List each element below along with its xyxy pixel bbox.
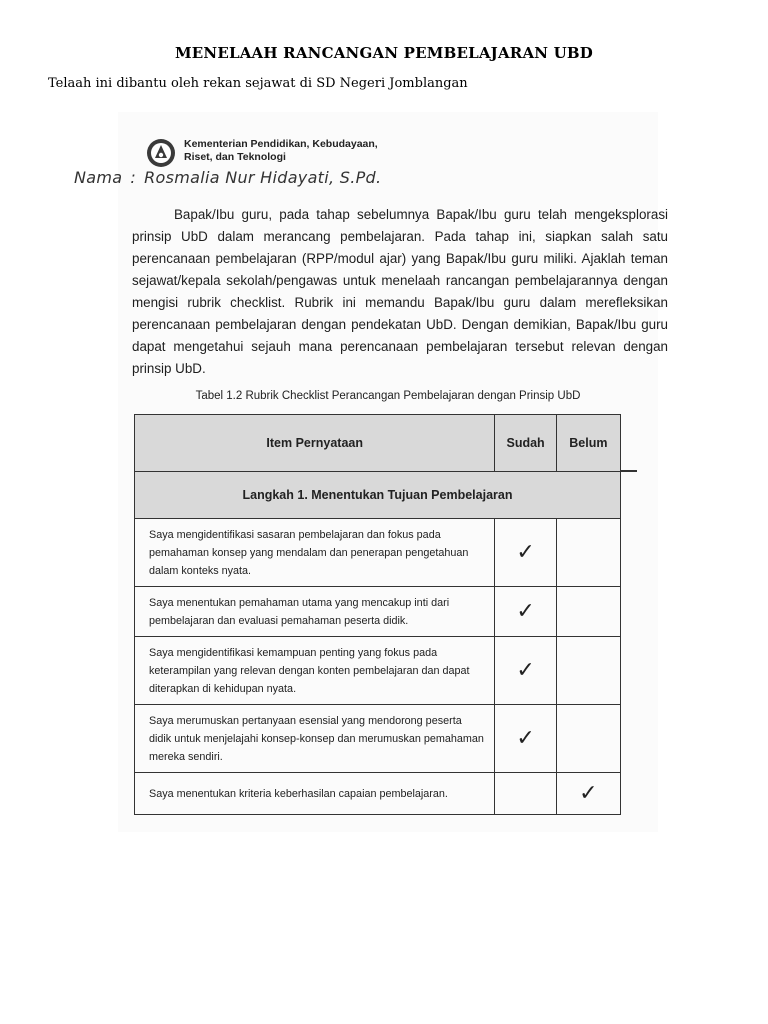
ministry-name bbox=[184, 138, 378, 163]
table-caption: Tabel 1.2 Rubrik Checklist Perancangan Pembelajaran dengan Prinsip UbD bbox=[195, 390, 581, 402]
ministry-header bbox=[146, 138, 378, 168]
step-row bbox=[135, 472, 621, 519]
table-row bbox=[135, 773, 621, 815]
row-statement: Saya menentukan pemahaman utama yang mencakup inti dari pembelajaran dan evaluasi pemahaman peserta didik. bbox=[135, 587, 495, 637]
belum-check-cell bbox=[556, 587, 620, 637]
sudah-check-cell: ✓ bbox=[495, 705, 556, 773]
header-sudah: Sudah bbox=[495, 415, 556, 472]
belum-check-cell bbox=[556, 637, 620, 705]
table-row bbox=[135, 637, 621, 705]
scanned-page bbox=[74, 112, 668, 832]
belum-check-cell: ✓ bbox=[556, 773, 620, 815]
table-header-row bbox=[135, 415, 621, 472]
belum-check-cell bbox=[556, 705, 620, 773]
row-statement: Saya mengidentifikasi kemampuan penting yang fokus pada keterampilan yang relevan dengan konten pembelajaran dan dapat diterapkan di kehidupan nyata. bbox=[135, 637, 495, 705]
name-label: Nama bbox=[74, 168, 123, 187]
belum-check-cell bbox=[556, 519, 620, 587]
instruction-paragraph: Bapak/Ibu guru, pada tahap sebelumnya Bapak/Ibu guru telah mengeksplorasi prinsip UbD dalam merancang pembelajaran. Pada tahap ini, siapkan salah satu perencanaan pembelajaran (RPP/modul ajar) yang Bapak/Ibu guru miliki. Ajaklah teman sejawat/kepala sekolah/pengawas untuk menelaah rancangan pembelajarannya dengan mengisi rubrik checklist. Rubrik ini memandu Bapak/Ibu guru dalam merefleksikan perencanaan pembelajaran dengan pendekatan UbD. Dengan demikian, Bapak/Ibu guru dapat mengetahui sejauh mana perencanaan pembelajaran tersebut relevan dengan prinsip UbD. bbox=[132, 207, 668, 376]
rubric-table bbox=[134, 414, 621, 815]
intro-text: Telaah ini dibantu oleh rekan sejawat di SD Negeri Jomblangan bbox=[48, 76, 468, 91]
ministry-line-2: Riset, dan Teknologi bbox=[184, 150, 286, 163]
header-belum: Belum bbox=[556, 415, 620, 472]
step-label: Langkah 1. Menentukan Tujuan Pembelajaran bbox=[135, 472, 621, 519]
sudah-check-cell: ✓ bbox=[495, 587, 556, 637]
page-title: MENELAAH RANCANGAN PEMBELAJARAN UBD bbox=[174, 44, 594, 62]
ministry-line-1: Kementerian Pendidikan, Kebudayaan, bbox=[184, 138, 378, 150]
table-row bbox=[135, 587, 621, 637]
sudah-check-cell: ✓ bbox=[495, 519, 556, 587]
handwritten-name-line: Nama : Rosmalia Nur Hidayati, S.Pd. bbox=[74, 168, 382, 187]
header-item: Item Pernyataan bbox=[135, 415, 495, 472]
table-row bbox=[135, 705, 621, 773]
table-edge-line bbox=[621, 470, 637, 472]
row-statement: Saya menentukan kriteria keberhasilan capaian pembelajaran. bbox=[135, 773, 495, 815]
row-statement: Saya mengidentifikasi sasaran pembelajaran dan fokus pada pemahaman konsep yang mendalam dan penerapan pengetahuan dalam konteks nyata. bbox=[135, 519, 495, 587]
ministry-logo-icon bbox=[146, 138, 176, 168]
sudah-check-cell: ✓ bbox=[495, 637, 556, 705]
table-row bbox=[135, 519, 621, 587]
row-statement: Saya merumuskan pertanyaan esensial yang mendorong peserta didik untuk menjelajahi konsep-konsep dan merumuskan pemahaman mereka sendiri. bbox=[135, 705, 495, 773]
name-value: Rosmalia Nur Hidayati, S.Pd. bbox=[144, 168, 382, 187]
sudah-check-cell bbox=[495, 773, 556, 815]
